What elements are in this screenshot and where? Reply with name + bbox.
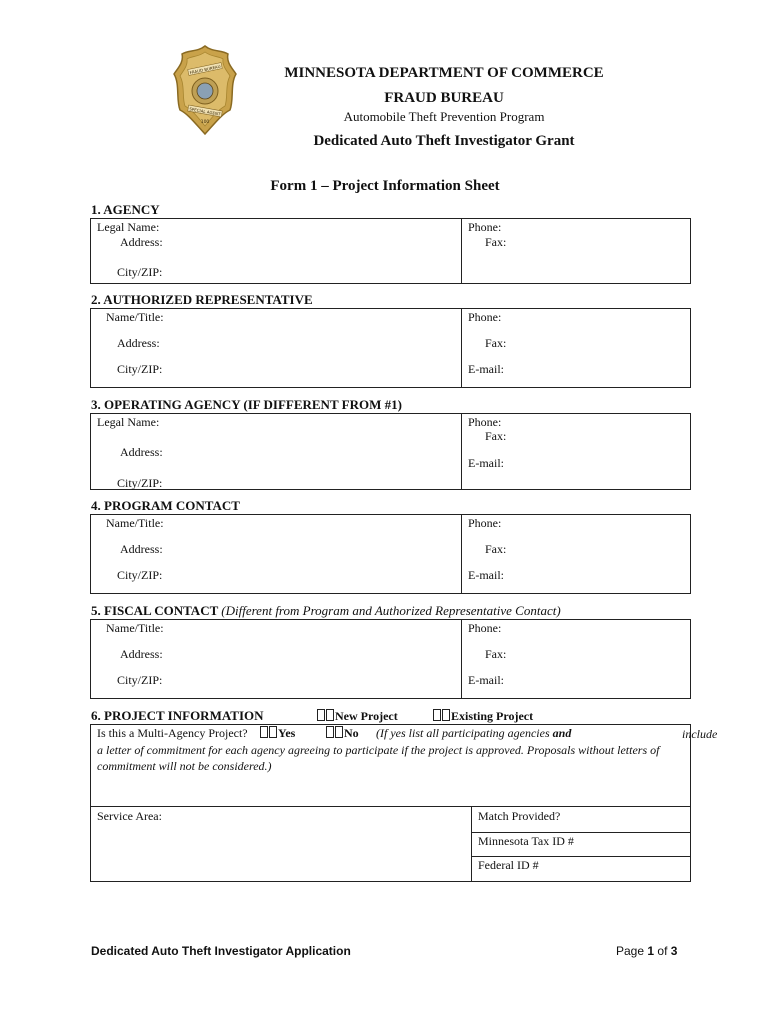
form-title: Form 1 – Project Information Sheet bbox=[270, 178, 500, 194]
agency-address-label: Address: bbox=[120, 235, 163, 249]
grant-title: Dedicated Auto Theft Investigator Grant bbox=[313, 133, 575, 149]
fiscal-cityzip-label: City/ZIP: bbox=[117, 673, 163, 687]
agency-cityzip-label: City/ZIP: bbox=[117, 265, 163, 279]
federal-id-label: Federal ID # bbox=[478, 858, 539, 872]
operating-email-label: E-mail: bbox=[468, 456, 504, 470]
bureau-name: FRAUD BUREAU bbox=[384, 90, 504, 106]
fiscal-email-label: E-mail: bbox=[468, 673, 504, 687]
program-name-label: Name/Title: bbox=[106, 516, 164, 530]
department-name: MINNESOTA DEPARTMENT OF COMMERCE bbox=[284, 65, 604, 81]
section-fiscal-title: 5. FISCAL CONTACT (Different from Program and Authorized Representative Contact) bbox=[91, 603, 561, 618]
operating-phone-label: Phone: bbox=[468, 415, 502, 429]
authorized-phone-label: Phone: bbox=[468, 310, 502, 324]
program-contact-box bbox=[90, 514, 691, 594]
service-area-label: Service Area: bbox=[97, 809, 162, 823]
new-project-checkbox[interactable] bbox=[317, 709, 325, 721]
multi-agency-question: Is this a Multi-Agency Project? bbox=[97, 726, 248, 740]
operating-box bbox=[90, 413, 691, 490]
program-address-label: Address: bbox=[120, 542, 163, 556]
agency-phone-label: Phone: bbox=[468, 220, 502, 234]
match-provided-label: Match Provided? bbox=[478, 809, 561, 823]
multi-agency-yes[interactable]: Yes bbox=[260, 726, 295, 741]
existing-project-option[interactable]: Existing Project bbox=[433, 709, 533, 724]
multi-agency-note: include a letter of commitment for each agency agreeing to participate if the project is approved. Proposals without letters of commitment will not be considered.) bbox=[97, 727, 718, 773]
fiscal-title-note: (Different from Program and Authorized Representative Contact) bbox=[221, 603, 561, 618]
agency-fax-label: Fax: bbox=[485, 235, 507, 249]
authorized-fax-label: Fax: bbox=[485, 336, 507, 350]
program-fax-label: Fax: bbox=[485, 542, 507, 556]
program-phone-label: Phone: bbox=[468, 516, 502, 530]
section-project-title: 6. PROJECT INFORMATION bbox=[91, 708, 264, 723]
svg-text:FRAUD BUREAU: FRAUD BUREAU bbox=[189, 63, 222, 76]
authorized-name-label: Name/Title: bbox=[106, 310, 164, 324]
program-email-label: E-mail: bbox=[468, 568, 504, 582]
fiscal-phone-label: Phone: bbox=[468, 621, 502, 635]
page-number: Page 1 of 3 bbox=[616, 944, 678, 958]
section-operating-title: 3. OPERATING AGENCY (IF DIFFERENT FROM #1) bbox=[91, 397, 402, 412]
section-program-contact-title: 4. PROGRAM CONTACT bbox=[91, 498, 240, 513]
operating-cityzip-label: City/ZIP: bbox=[117, 476, 163, 490]
new-project-option[interactable]: New Project bbox=[317, 709, 398, 724]
authorized-address-label: Address: bbox=[117, 336, 160, 350]
program-name: Automobile Theft Prevention Program bbox=[343, 109, 545, 124]
fiscal-fax-label: Fax: bbox=[485, 647, 507, 661]
operating-address-label: Address: bbox=[120, 445, 163, 459]
section-agency-title: 1. AGENCY bbox=[91, 202, 160, 217]
authorized-cityzip-label: City/ZIP: bbox=[117, 362, 163, 376]
svg-text:100: 100 bbox=[200, 120, 210, 125]
program-cityzip-label: City/ZIP: bbox=[117, 568, 163, 582]
authorized-email-label: E-mail: bbox=[468, 362, 504, 376]
authorized-box bbox=[90, 308, 691, 388]
multi-agency-no[interactable]: No bbox=[326, 726, 359, 741]
tax-id-label: Minnesota Tax ID # bbox=[478, 834, 574, 848]
footer-title: Dedicated Auto Theft Investigator Application bbox=[91, 944, 351, 958]
operating-fax-label: Fax: bbox=[485, 429, 507, 443]
agency-box bbox=[90, 218, 691, 284]
fiscal-address-label: Address: bbox=[120, 647, 163, 661]
section-authorized-title: 2. AUTHORIZED REPRESENTATIVE bbox=[91, 292, 313, 307]
operating-legal-name-label: Legal Name: bbox=[97, 415, 160, 429]
existing-project-checkbox[interactable] bbox=[433, 709, 441, 721]
agency-legal-name-label: Legal Name: bbox=[97, 220, 160, 234]
svg-text:SPECIAL AGENT: SPECIAL AGENT bbox=[189, 106, 221, 117]
fiscal-box bbox=[90, 619, 691, 699]
multi-agency-note-start: (If yes list all participating agencies and bbox=[376, 726, 572, 740]
fiscal-name-label: Name/Title: bbox=[106, 621, 164, 635]
